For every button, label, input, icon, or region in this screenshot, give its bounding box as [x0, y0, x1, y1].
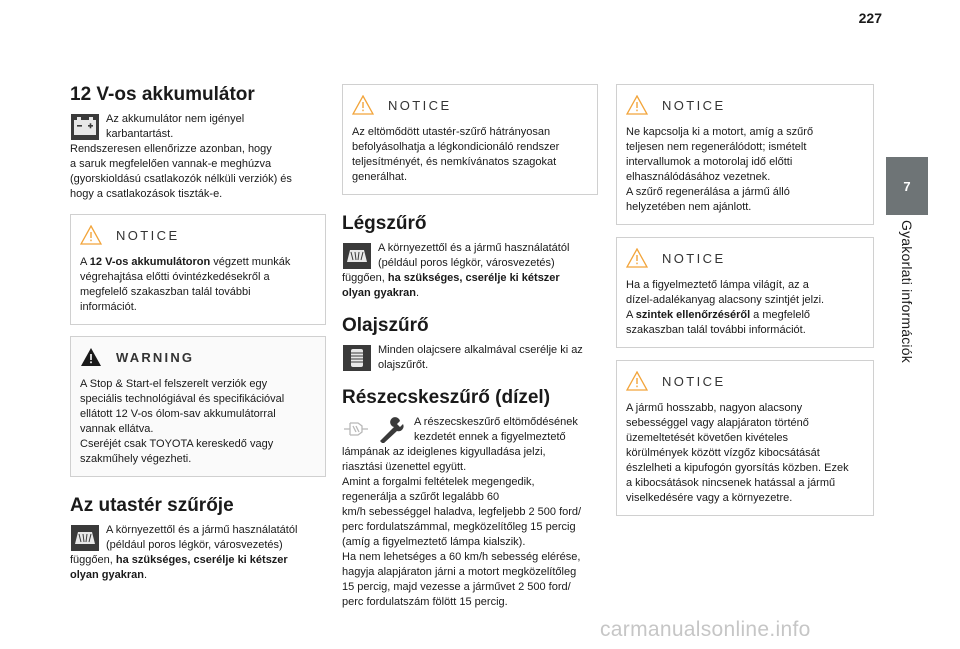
notice-line: generálhat. [352, 171, 408, 183]
particle-filter-line: km/h sebességgel haladva, legfeljebb 2 500 ford/ [342, 506, 582, 518]
notice-line: befolyásolhatja a légkondicionáló rendszer [352, 141, 560, 153]
notice-line: észlelheti a kipufogón gyorsítás közben. Ezek [626, 462, 849, 474]
air-filter-line: függően, ha szükséges, cserélje ki kétszer [342, 272, 560, 284]
notice-line: teljesítményét, és nemkívánatos szagokat [352, 156, 557, 168]
notice-line: Az eltömődött utastér-szűrő hátrányosan [352, 126, 551, 138]
warning-label: WARNING [116, 349, 195, 365]
watermark: carmanualsonline.info [600, 618, 811, 641]
particle-filter-line: A részecskeszűrő eltömődésének [414, 416, 578, 428]
notice-line: információt. [80, 301, 137, 313]
warning-line: A Stop & Start-el felszerelt verziók egy [80, 378, 268, 390]
air-filter-line: (például poros légkör, városvezetés) [378, 257, 555, 269]
particle-filter-line: perc fordulatszám fölött 15 percig. [342, 596, 508, 608]
notice-label: NOTICE [662, 97, 726, 113]
warning-box [70, 336, 326, 477]
notice-label: NOTICE [388, 97, 452, 113]
notice-line: sebességgel vagy alapjáraton történő [626, 417, 809, 429]
notice-triangle-icon [626, 95, 648, 115]
warning-line: Cseréjét csak TOYOTA kereskedő vagy [80, 438, 274, 450]
particle-filter-line: riasztási üzenettel együtt. [342, 461, 467, 473]
battery-line: Az akkumulátor nem igényel [106, 113, 245, 125]
oil-filter-paragraph [342, 343, 598, 373]
notice-triangle-icon [626, 248, 648, 268]
regeneration-notice-box [616, 84, 874, 225]
notice-line: Ha a figyelmeztető lámpa világít, az a [626, 279, 809, 291]
page-number: 227 [858, 10, 882, 26]
battery-line: Rendszeresen ellenőrizze azonban, hogy [70, 143, 272, 155]
air-filter-heading: Légszűrő [342, 213, 427, 234]
warning-line: vannak ellátva. [80, 423, 154, 435]
notice-line: A 12 V-os akkumulátoron végzett munkák [80, 256, 291, 268]
particle-filter-line: (amíg a figyelmeztető lámpa kialszik). [342, 536, 526, 548]
notice-line: A szintek ellenőrzéséről a megfelelő [626, 309, 811, 321]
particle-filter-line: regenerálja a szűrőt legalább 60 [342, 491, 500, 503]
additive-notice-box [616, 237, 874, 348]
notice-line: megfelelő szakaszban talál további [80, 286, 251, 298]
air-filter-icon [342, 242, 372, 270]
battery-line: hogy a csatlakozások tiszták-e. [70, 188, 223, 200]
notice-line: teljesen nem regenerálódott; ismételt [626, 141, 807, 153]
notice-line: A szűrő regenerálása a jármű álló [626, 186, 790, 198]
notice-line: Ne kapcsolja ki a motort, amíg a szűrő [626, 126, 814, 138]
cabin-filter-line: A környezettől és a jármű használatától [106, 524, 298, 536]
particle-filter-paragraph [342, 415, 598, 610]
chapter-title [886, 220, 928, 390]
oil-filter-line: olajszűrőt. [378, 359, 429, 371]
notice-line: dízel-adalékanyag alacsony szintjét jelzi. [626, 294, 825, 306]
particle-filter-line: Amint a forgalmi feltételek megengedik, [342, 476, 535, 488]
oil-filter-heading: Olajszűrő [342, 315, 429, 336]
notice-line: intervallumok a motorolaj idő előtti [626, 156, 793, 168]
air-filter-line: olyan gyakran. [342, 287, 420, 299]
cabin-filter-notice-box [342, 84, 598, 195]
warning-triangle-icon [80, 347, 102, 367]
cabin-filter-line: függően, ha szükséges, cserélje ki kétszer [70, 554, 288, 566]
particle-filter-heading: Részecskeszűrő (dízel) [342, 387, 551, 408]
oil-filter-icon [342, 344, 372, 372]
particle-filter-line: hagyja alapjáraton járni a motort megközelítőleg [342, 566, 577, 578]
particle-filter-line: kezdetét ennek a figyelmeztető [414, 431, 566, 443]
chapter-tab[interactable]: 7 [886, 157, 928, 215]
battery-line: a saruk megfelelően vannak-e meghúzva [70, 158, 272, 170]
column-1 [70, 84, 326, 583]
notice-line: üzemeltetését követően kivételes [626, 432, 789, 444]
notice-line: a kibocsátások nincsenek hatással a jármű [626, 477, 836, 489]
notice-line: helyzetében nem ajánlott. [626, 201, 752, 213]
notice-line: elhasználódásához vezetnek. [626, 171, 771, 183]
particle-filter-wrench-icon [342, 415, 408, 443]
notice-line: viselkedésére vagy a környezetre. [626, 492, 793, 504]
notice-line: A jármű hosszabb, nagyon alacsony [626, 402, 803, 414]
warning-line: ellátott 12 V-os ólom-sav akkumulátorral [80, 408, 276, 420]
particle-filter-line: lámpának az ideiglenes kigyulladása jelzi, [342, 446, 546, 458]
particle-filter-line: perc fordulatszámmal, megközelítőleg 15 percig [342, 521, 576, 533]
battery-line: (gyorskioldású csatlakozók nélküli verziók) és [70, 173, 292, 185]
battery-notice-box [70, 214, 326, 325]
battery-paragraph [70, 112, 326, 202]
cabin-filter-line: olyan gyakran. [70, 569, 148, 581]
cabin-filter-paragraph [70, 523, 326, 583]
notice-label: NOTICE [662, 250, 726, 266]
battery-line: karbantartást. [106, 128, 174, 140]
notice-triangle-icon [80, 225, 102, 245]
notice-line: körülmények között vízgőz kibocsátását [626, 447, 820, 459]
oil-filter-line: Minden olajcsere alkalmával cserélje ki az [378, 344, 583, 356]
warning-line: szakműhely végezheti. [80, 453, 192, 465]
chapter-title-text: Gyakorlati információk [899, 220, 915, 363]
notice-label: NOTICE [116, 227, 180, 243]
column-3 [616, 84, 874, 516]
notice-line: szakaszban talál további információt. [626, 324, 806, 336]
cabin-filter-heading: Az utastér szűrője [70, 495, 234, 516]
notice-triangle-icon [352, 95, 374, 115]
battery-heading: 12 V-os akkumulátor [70, 84, 255, 105]
warning-line: speciális technológiával és specifikációval [80, 393, 285, 405]
notice-triangle-icon [626, 371, 648, 391]
filter-service-icon [70, 524, 100, 552]
particle-filter-line: 15 percig, majd vezesse a járművet 2 500 ford/ [342, 581, 571, 593]
air-filter-paragraph [342, 241, 598, 301]
notice-line: végrehajtása előtti óvintézkedésekről a [80, 271, 270, 283]
column-2 [342, 84, 598, 610]
vapour-notice-box [616, 360, 874, 516]
cabin-filter-line: (például poros légkör, városvezetés) [106, 539, 283, 551]
air-filter-line: A környezettől és a jármű használatától [378, 242, 570, 254]
notice-label: NOTICE [662, 373, 726, 389]
particle-filter-line: Ha nem lehetséges a 60 km/h sebesség elérése, [342, 551, 581, 563]
battery-service-icon [70, 113, 100, 141]
